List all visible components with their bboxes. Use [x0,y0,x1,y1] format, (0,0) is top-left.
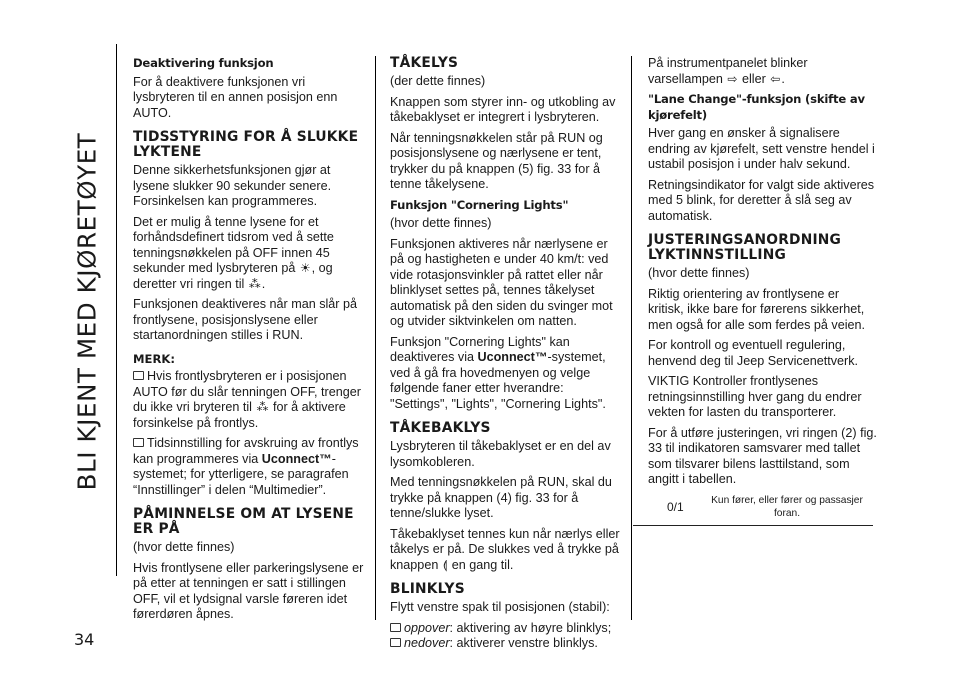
headlight-auto-icon: ☀ [299,261,311,275]
section-title-text: BLI KJENT MED KJØRETØYET [72,132,102,490]
position-light-icon: ⁂ [256,400,269,414]
paragraph: For å utføre justeringen, vri ringen (2) fig. 33 til indikatoren samsvarer med tallet som tilsvarer bilens lasttilstand, som angitt i tabellen. [648,425,877,486]
bullet-icon [133,438,144,447]
bullet-icon [390,638,401,647]
note-label: MERK: [133,351,176,366]
paragraph: For kontroll og eventuell regulering, henvend deg til Jeep Servicenettverk. [648,338,859,368]
paragraph: Det er mulig å tenne lysene for et forhåndsdefinert tidsrom ved å sette tenningsnøkkelen på OFF innen 45 sekunder med lysbryteren på ☀, og deretter vri ringen til ⁂. [133,214,334,291]
paragraph: Retningsindikator for valgt side aktiveres med 5 blink, for deretter å slå seg av automatisk. [648,177,875,223]
turn-left-arrow-icon: ⇦ [770,71,781,86]
subheading: "Lane Change"-funksjon (skifte av kjørefelt) [648,92,865,122]
load-table [633,494,873,526]
paragraph: Denne sikkerhetsfunksjonen gjør at lysene slukker 90 sekunder senere. Forsinkelsen kan programmeres. [133,163,332,208]
heading: TÅKELYS [390,55,459,71]
paragraph: Hvis frontlysene eller parkeringslysene er på etter at tenningen er satt i stillingen OFF, vil et lydsignal varsle føreren idet førerdøren åpnes. [133,560,364,621]
paragraph: (hvor dette finnes) [390,216,492,230]
paragraph: VIKTIG Kontroller frontlysenes retningsinnstilling hver gang du endrer vekten for lasten du transporterer. [648,374,862,419]
section-title-vertical [66,48,108,574]
turn-right-arrow-icon: ⇨ [727,71,738,86]
paragraph: Funksjon "Cornering Lights" kan deaktiveres via Uconnect™-systemet, ved å gå fra hovedmenyen og velge følgende faner etter hverandre: "Settings", "Lights", "Cornering Lights". [390,334,606,411]
paragraph: For å deaktivere funksjonen vri lysbryteren til en annen posisjon enn AUTO. [133,74,338,120]
list-item: nedover: aktiverer venstre blinklys. [390,636,620,652]
column-3 [648,56,878,493]
divider-col2 [631,56,632,620]
paragraph: (hvor dette finnes) [648,266,750,280]
heading: BLINKLYS [390,581,465,597]
paragraph: Funksjonen deaktiveres når man slår på frontlysene, posisjonslysene eller startanordningen stilles i RUN. [133,297,358,342]
subheading: Funksjon "Cornering Lights" [390,197,569,212]
heading: TIDSSTYRING FOR Å SLUKKE LYKTENE [133,129,359,160]
rear-fog-icon: ⟬ [442,557,448,572]
table-cell-description: Kun fører, eller fører og passasjer foran. [711,495,863,519]
paragraph: På instrumentpanelet blinker varsellampen ⇨ eller ⇦. [648,56,808,86]
column-1 [133,56,365,628]
column-2 [390,56,620,657]
paragraph: (hvor dette finnes) [133,540,235,554]
heading: PÅMINNELSE OM AT LYSENE ER PÅ [133,506,354,537]
note-item: Hvis frontlysbryteren er i posisjonen AUTO før du slår tenningen OFF, trenger du ikke vri bryteren til ⁂ for å aktivere forsinkelse på frontlys. [133,369,361,430]
list-item: oppover: aktivering av høyre blinklys; [390,621,620,637]
divider-left [116,44,117,576]
paragraph: Flytt venstre spak til posisjonen (stabil): [390,600,610,614]
paragraph: Tåkebaklyset tennes kun når nærlys eller tåkelys er på. De slukkes ved å trykke på knappen ⟬ en gang til. [390,526,620,572]
paragraph: (der dette finnes) [390,74,486,88]
paragraph: Funksjonen aktiveres når nærlysene er på og hastigheten e under 40 km/t: ved vide rotasjonsvinkler på rattet eller når blinklyset settes på, tennes tåkelyset automatisk på den siden du svinger mot og utvider siktvinkelen om natten. [390,236,613,328]
paragraph: Når tenningsnøkkelen står på RUN og posisjonslysene og nærlysene er tent, trykker du på knappen (5) fig. 33 for å tenne tåkelysene. [390,130,603,191]
paragraph: Hver gang en ønsker å signalisere endring av kjørefelt, sett venstre hendel i ustabil posisjon i under halv sekund. [648,126,875,171]
note-item: Tidsinnstilling for avskruing av frontlys kan programmeres via Uconnect™-systemet; for ytterligere, se paragrafen “Innstillinger” i delen “Multimedier”. [133,436,359,497]
divider-col1 [375,56,376,620]
heading: JUSTERINGSANORDNING LYKTINNSTILLING [648,232,842,263]
paragraph: Med tenningsnøkkelen på RUN, skal du trykke på knappen (4) fig. 33 for å tenne/slukke lyset. [390,475,612,520]
heading: TÅKEBAKLYS [390,420,491,436]
paragraph: Knappen som styrer inn- og utkobling av tåkebaklyset er integrert i lysbryteren. [390,94,616,124]
paragraph: Lysbryteren til tåkebaklyset er en del av lysomkobleren. [390,439,611,469]
subheading: Deaktivering funksjon [133,56,274,70]
page-number: 34 [74,630,95,649]
table-cell-load: 0/1 [667,500,684,514]
paragraph: Riktig orientering av frontlysene er kritisk, ikke bare for førerens sikkerhet, men også for alle som ferdes på veien. [648,286,866,332]
position-light-icon: ⁂ [248,276,261,291]
bullet-icon [133,371,144,380]
bullet-icon [390,623,401,632]
